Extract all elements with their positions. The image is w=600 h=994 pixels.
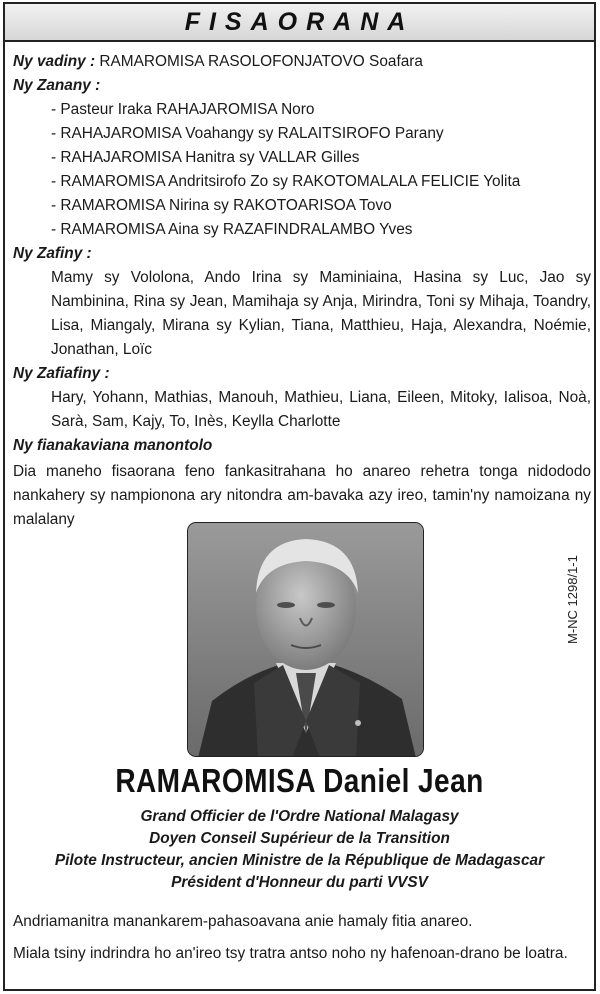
deceased-name: RAMAROMISA Daniel Jean [115,762,484,799]
portrait-image [188,523,424,757]
reference-code: M-NC 1298/1-1 [565,555,580,644]
title-line: Président d'Honneur du parti VVSV [171,874,428,891]
great-grandchildren-list: Hary, Yohann, Mathias, Manouh, Mathieu, Liana, Eileen, Mitoky, Ialisoa, Noà, Sarà, Sam, Kajy, To, Inès, Keylla Charlotte [51,389,591,430]
portrait-photo [187,522,424,757]
children-label: Ny Zanany : [13,77,101,94]
grandchildren-label: Ny Zafiny : [13,245,92,262]
family-list [13,50,591,532]
whole-family-label: Ny fianakaviana manontolo [13,437,213,454]
spouse-label: Ny vadiny : [13,53,96,70]
grandchildren-list: Mamy sy Vololona, Ando Irina sy Maminiaina, Hasina sy Luc, Jao sy Nambinina, Rina sy Jean, Mamihaja sy Anja, Mirindra, Toni sy Mihaja, Toandry, Lisa, Miangaly, Mirana sy Kylian, Tiana, Matthieu, Haja, Alexandra, Noémie, Jonathan, Loïc [51,269,591,358]
great-grandchildren-label: Ny Zafiafiny : [13,365,110,382]
header-bar [5,4,594,42]
title-line: Doyen Conseil Supérieur de la Transition [149,830,450,847]
child-item: - RAHAJAROMISA Voahangy sy RALAITSIROFO Parany [51,125,444,142]
child-item: - Pasteur Iraka RAHAJAROMISA Noro [51,101,315,118]
child-item: - RAMAROMISA Aina sy RAZAFINDRALAMBO Yves [51,221,413,238]
notice-frame [3,2,596,991]
page-title: FISAORANA [184,7,415,36]
spouse-row [13,50,591,74]
child-item: - RAHAJAROMISA Hanitra sy VALLAR Gilles [51,149,360,166]
deceased-titles [5,806,594,894]
title-line: Pilote Instructeur, ancien Ministre de la République de Madagascar [54,852,545,869]
child-item: - RAMAROMISA Andritsirofo Zo sy RAKOTOMALALA FELICIE Yolita [51,173,521,190]
apology-line: Miala tsiny indrindra ho an'ireo tsy tratra antso noho ny hafenoan-drano be loatra. [13,945,568,962]
child-item: - RAMAROMISA Nirina sy RAKOTOARISOA Tovo [51,197,392,214]
title-line: Grand Officier de l'Ordre National Malagasy [140,808,459,825]
thanks-message: Dia maneho fisaorana feno fankasitrahana ho anareo rehetra tonga nidododo nankahery sy nampionona ary nitondra am-bavaka azy ireo, tamin'ny namoizana ny malalany [13,463,591,528]
blessing-line: Andriamanitra manankarem-pahasoavana anie hamaly fitia anareo. [13,913,473,930]
spouse-name: RAMAROMISA RASOLOFONJATOVO Soafara [99,53,423,70]
closing-text [13,910,591,965]
